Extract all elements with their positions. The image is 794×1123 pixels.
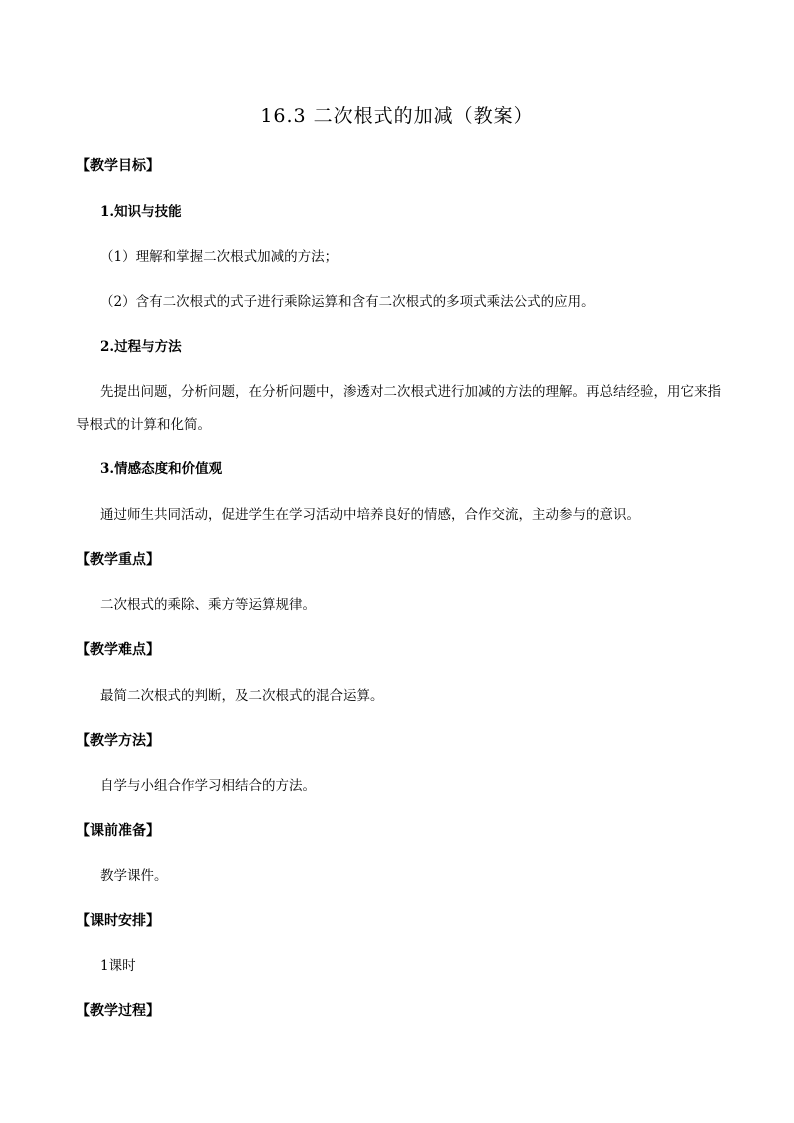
knowledge-item-2: （2）含有二次根式的式子进行乘除运算和含有二次根式的多项式乘法公式的应用。 xyxy=(100,294,595,310)
attitude-paragraph: 通过师生共同活动，促进学生在学习活动中培养良好的情感，合作交流，主动参与的意识。 xyxy=(100,507,640,523)
difficulties-heading: 【教学难点】 xyxy=(76,642,160,658)
schedule-text: 1课时 xyxy=(100,958,136,974)
difficulties-text: 最简二次根式的判断，及二次根式的混合运算。 xyxy=(100,688,384,704)
process-heading: 2.过程与方法 xyxy=(100,339,182,355)
process-paragraph: 先提出问题，分析问题，在分析问题中，渗透对二次根式进行加减的方法的理解。再总结经验，用它来指导根式的计算和化简。 xyxy=(76,384,721,433)
schedule-heading: 【课时安排】 xyxy=(76,913,160,929)
key-points-heading: 【教学重点】 xyxy=(76,552,160,568)
preparation-heading: 【课前准备】 xyxy=(76,823,160,839)
methods-text: 自学与小组合作学习相结合的方法。 xyxy=(100,778,316,794)
key-points-text: 二次根式的乘除、乘方等运算规律。 xyxy=(100,597,316,613)
knowledge-item-1: （1）理解和掌握二次根式加减的方法； xyxy=(100,249,339,265)
preparation-text: 教学课件。 xyxy=(100,868,168,884)
teaching-process-heading: 【教学过程】 xyxy=(76,1003,160,1019)
attitude-heading: 3.情感态度和价值观 xyxy=(100,461,223,477)
methods-heading: 【教学方法】 xyxy=(76,733,160,749)
page-title: 16.3 二次根式的加减（教案） xyxy=(260,105,534,127)
knowledge-heading: 1.知识与技能 xyxy=(100,204,182,220)
objectives-heading: 【教学目标】 xyxy=(76,158,160,174)
